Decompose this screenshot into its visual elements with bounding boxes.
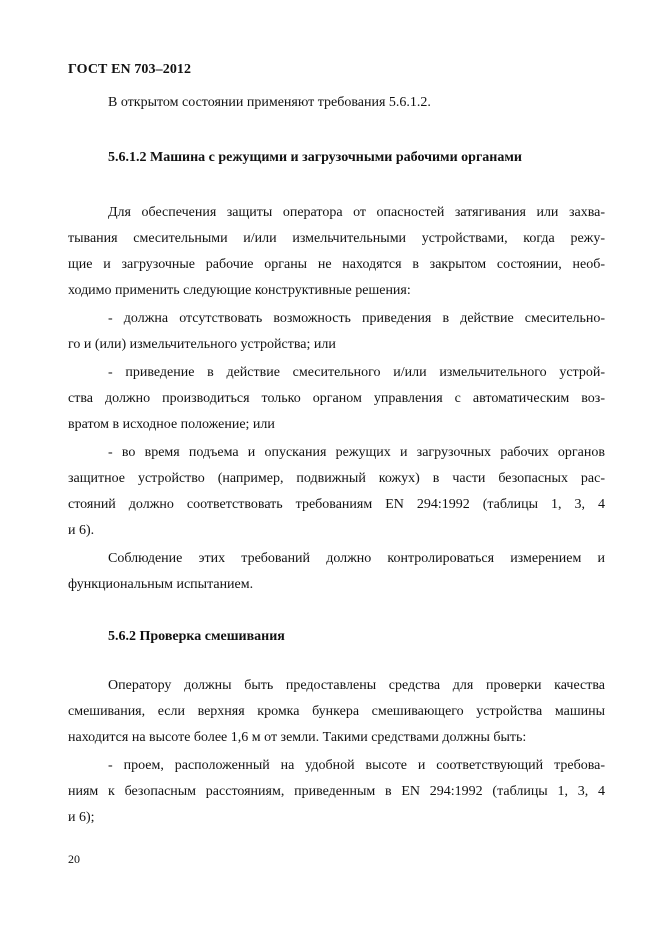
- list-item-line: ства должно производиться только органом управления с автоматическим воз-: [68, 391, 605, 406]
- page-number: 20: [68, 852, 80, 866]
- paragraph-line: щие и загрузочные рабочие органы не находятся в закрытом состоянии, необ-: [68, 257, 605, 272]
- paragraph-line: тывания смесительными и/или измельчительными устройствами, когда режу-: [68, 231, 605, 246]
- list-item-line: - во время подъема и опускания режущих и загрузочных рабочих органов: [108, 445, 605, 460]
- paragraph-line: смешивания, если верхняя кромка бункера смешивающего устройства машины: [68, 704, 605, 719]
- list-item-line: и 6);: [68, 810, 95, 825]
- paragraph-line: Для обеспечения защиты оператора от опасностей затягивания или захва-: [108, 205, 605, 220]
- paragraph-line: находится на высоте более 1,6 м от земли. Такими средствами должны быть:: [68, 730, 527, 745]
- section-562-heading: 5.6.2 Проверка смешивания: [108, 629, 285, 644]
- list-item-line: - проем, расположенный на удобной высоте и соответствующий требова-: [108, 758, 605, 773]
- list-item-line: - приведение в действие смесительного и/или измельчительного устрой-: [108, 365, 605, 380]
- list-item-line: защитное устройство (например, подвижный кожух) в части безопасных рас-: [68, 471, 605, 486]
- list-item-line: вратом в исходное положение; или: [68, 417, 275, 432]
- section-5612-heading: 5.6.1.2 Машина с режущими и загрузочными рабочими органами: [108, 150, 522, 165]
- paragraph-line: функциональным испытанием.: [68, 577, 254, 592]
- list-item-line: и 6).: [68, 523, 95, 538]
- list-item-line: го и (или) измельчительного устройства; или: [68, 337, 336, 352]
- standard-code-header: ГОСТ EN 703–2012: [68, 62, 192, 77]
- list-item-line: ниям к безопасным расстояниям, приведенным в EN 294:1992 (таблицы 1, 3, 4: [68, 784, 605, 799]
- list-item-line: стояний должно соответствовать требованиям EN 294:1992 (таблицы 1, 3, 4: [68, 497, 605, 512]
- list-item-line: - должна отсутствовать возможность приведения в действие смесительно-: [108, 311, 605, 326]
- intro-line: В открытом состоянии применяют требования 5.6.1.2.: [108, 95, 431, 110]
- paragraph-line: Соблюдение этих требований должно контролироваться измерением и: [108, 551, 605, 566]
- paragraph-line: ходимо применить следующие конструктивные решения:: [68, 283, 411, 298]
- paragraph-line: Оператору должны быть предоставлены средства для проверки качества: [108, 678, 605, 693]
